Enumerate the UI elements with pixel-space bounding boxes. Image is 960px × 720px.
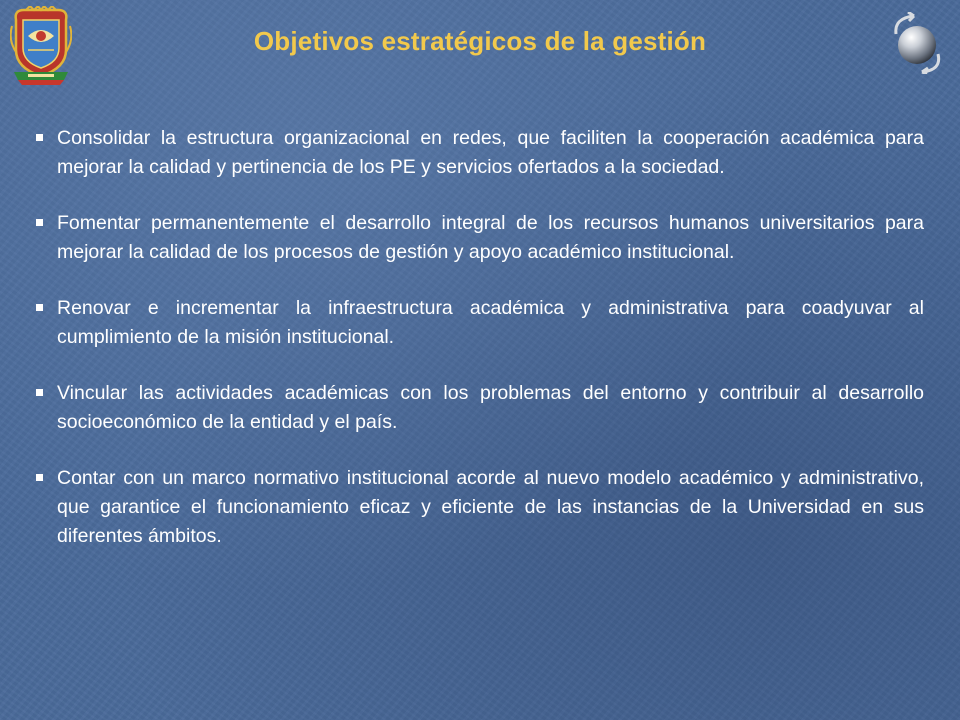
square-bullet-icon — [36, 134, 46, 141]
objective-text: Renovar e incrementar la infraestructura académica y administrativa para coadyuvar al cumplimiento de la misión institucional. — [57, 297, 924, 348]
list-item — [36, 464, 924, 551]
objective-text: Consolidar la estructura organizacional en redes, que faciliten la cooperación académica para mejorar la calidad y pertinencia de los PE y servicios ofertados a la sociedad. — [57, 127, 924, 178]
objective-text: Vincular las actividades académicas con los problemas del entorno y contribuir al desarrollo socioeconómico de la entidad y el país. — [57, 382, 924, 433]
square-bullet-icon — [36, 474, 46, 481]
list-item — [36, 379, 924, 437]
list-item — [36, 209, 924, 267]
square-bullet-icon — [36, 389, 46, 396]
objective-text: Fomentar permanentemente el desarrollo integral de los recursos humanos universitarios para mejorar la calidad de los procesos de gestión y apoyo académico institucional. — [57, 212, 924, 263]
square-bullet-icon — [36, 219, 46, 226]
square-bullet-icon — [36, 304, 46, 311]
list-item — [36, 294, 924, 352]
objectives-list — [36, 124, 924, 578]
slide-title: Objetivos estratégicos de la gestión — [253, 26, 707, 56]
objective-text: Contar con un marco normativo institucional acorde al nuevo modelo académico y administrativo, que garantice el funcionamiento eficaz y eficiente de las instancias de la Universidad en sus diferentes ámbitos. — [57, 467, 924, 547]
list-item — [36, 124, 924, 182]
